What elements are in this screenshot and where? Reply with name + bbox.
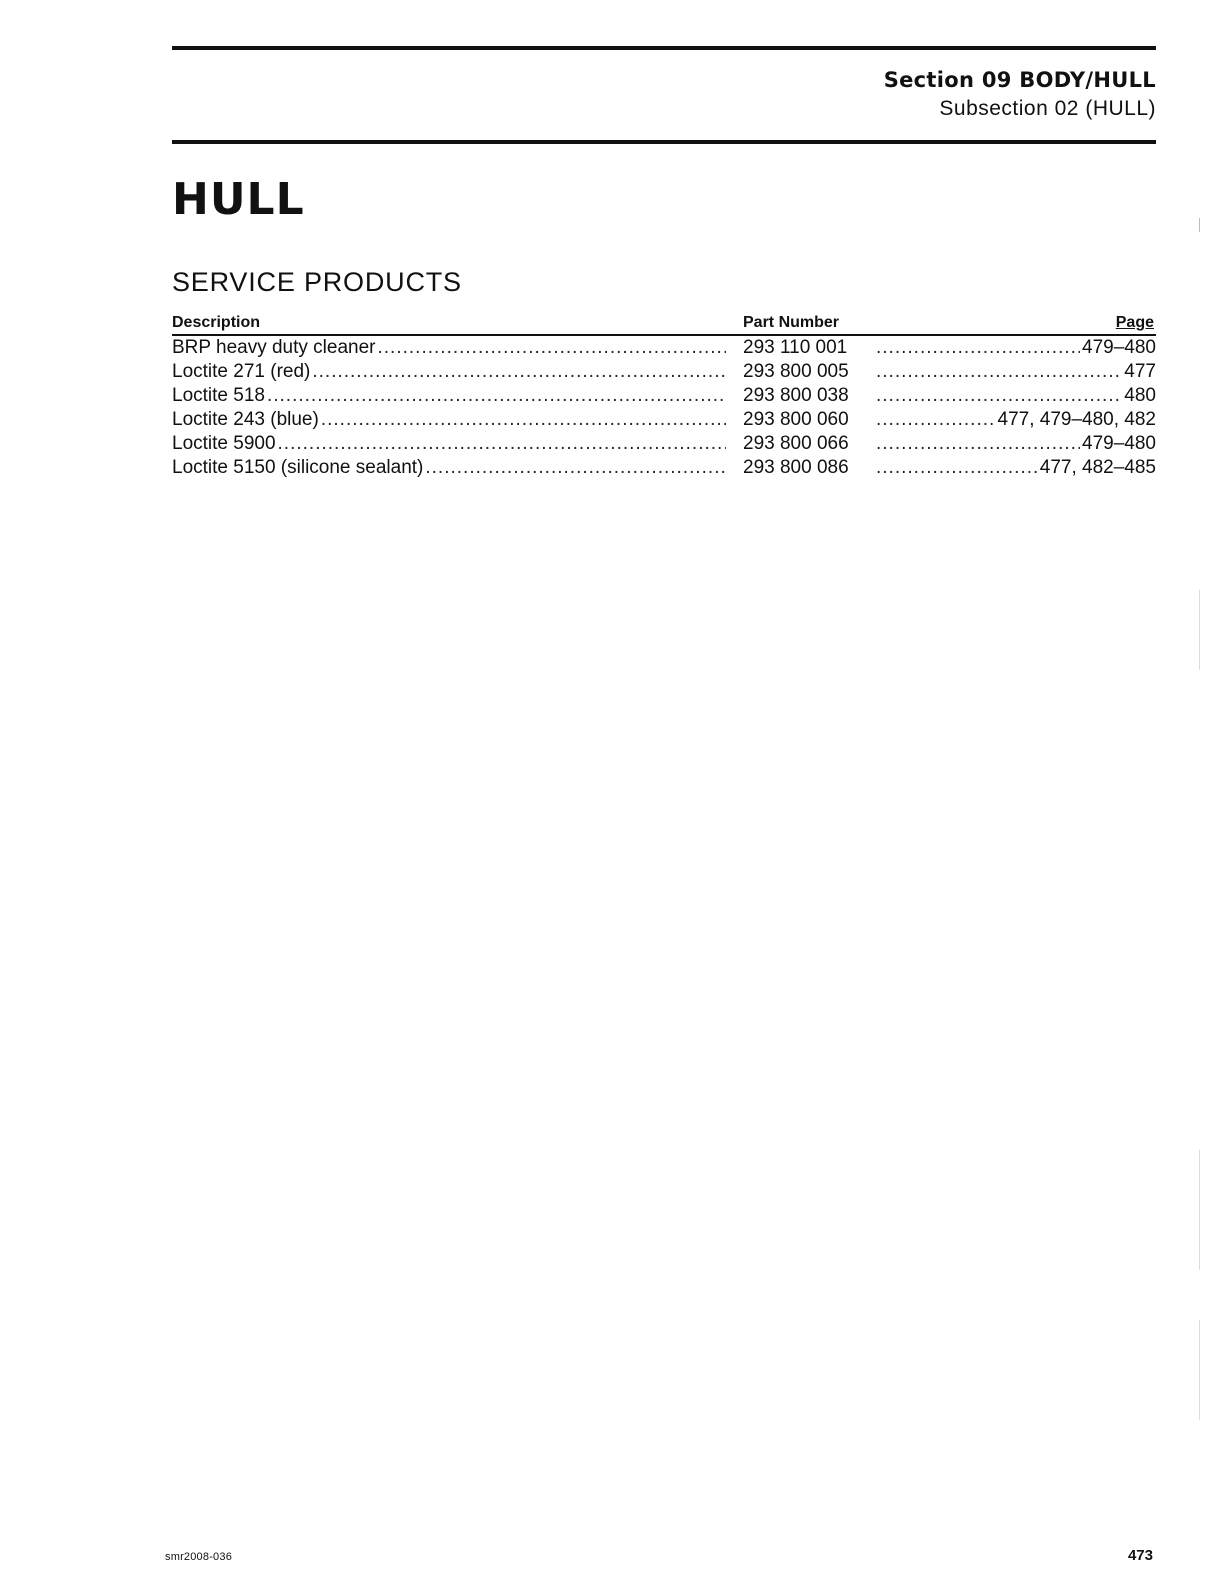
description-cell <box>172 408 728 432</box>
page-title: HULL <box>172 174 305 225</box>
page-cell <box>874 360 1156 384</box>
description-cell <box>172 456 728 480</box>
product-description: Loctite 518 <box>172 385 265 406</box>
part-number: 293 800 066 <box>743 433 849 454</box>
section-header <box>884 66 1156 124</box>
page-cell <box>874 384 1156 408</box>
description-cell <box>172 360 728 384</box>
part-number: 293 800 005 <box>743 361 849 382</box>
table-row <box>172 408 1156 432</box>
page-cell <box>874 408 1156 432</box>
header-rule-bottom <box>172 140 1156 144</box>
dot-leader <box>312 360 726 384</box>
column-header-page: Page <box>1115 314 1154 331</box>
document-code: smr2008-036 <box>165 1551 233 1563</box>
page-cell <box>874 432 1156 456</box>
page-reference: 479–480 <box>1082 433 1156 454</box>
page-reference: 477 <box>1124 361 1156 382</box>
part-number: 293 800 038 <box>743 385 849 406</box>
dot-leader <box>267 384 726 408</box>
table-row <box>172 360 1156 384</box>
product-description: Loctite 271 (red) <box>172 361 311 382</box>
scan-artifact <box>1199 218 1200 232</box>
dot-leader <box>876 336 1080 360</box>
table-header <box>172 312 1156 336</box>
product-description: Loctite 243 (blue) <box>172 409 319 430</box>
product-description: Loctite 5900 <box>172 433 276 454</box>
scan-artifact <box>1199 1320 1200 1420</box>
page-cell <box>874 456 1156 480</box>
description-cell <box>172 336 728 360</box>
page-reference: 477, 479–480, 482 <box>997 409 1156 430</box>
table-row <box>172 336 1156 360</box>
dot-leader <box>876 360 1122 384</box>
service-products-table <box>172 312 1156 480</box>
page-number: 473 <box>1127 1547 1153 1564</box>
description-cell <box>172 384 728 408</box>
dot-leader <box>876 408 996 432</box>
table-row <box>172 456 1156 480</box>
dot-leader <box>321 408 726 432</box>
page-reference: 479–480 <box>1082 337 1156 358</box>
dot-leader <box>278 432 726 456</box>
page-cell <box>874 336 1156 360</box>
subsection-title: Subsection 02 (HULL) <box>939 97 1156 120</box>
header-rule-top <box>172 46 1156 50</box>
page-reference: 480 <box>1124 385 1156 406</box>
dot-leader <box>876 456 1038 480</box>
service-products-heading: SERVICE PRODUCTS <box>172 267 462 297</box>
table-row <box>172 432 1156 456</box>
column-header-description: Description <box>172 314 261 331</box>
product-description: BRP heavy duty cleaner <box>172 337 376 358</box>
scan-artifact <box>1199 1150 1200 1270</box>
part-number: 293 800 060 <box>743 409 849 430</box>
dot-leader <box>876 384 1122 408</box>
section-title: Section 09 BODY/HULL <box>883 68 1156 92</box>
column-header-part-number: Part Number <box>743 314 840 331</box>
description-cell <box>172 432 728 456</box>
scan-artifact <box>1199 590 1200 670</box>
table-row <box>172 384 1156 408</box>
part-number: 293 800 086 <box>743 457 849 478</box>
part-number: 293 110 001 <box>743 337 848 358</box>
dot-leader <box>876 432 1080 456</box>
page-reference: 477, 482–485 <box>1039 457 1156 478</box>
dot-leader <box>425 456 726 480</box>
dot-leader <box>378 336 727 360</box>
product-description: Loctite 5150 (silicone sealant) <box>172 457 424 478</box>
